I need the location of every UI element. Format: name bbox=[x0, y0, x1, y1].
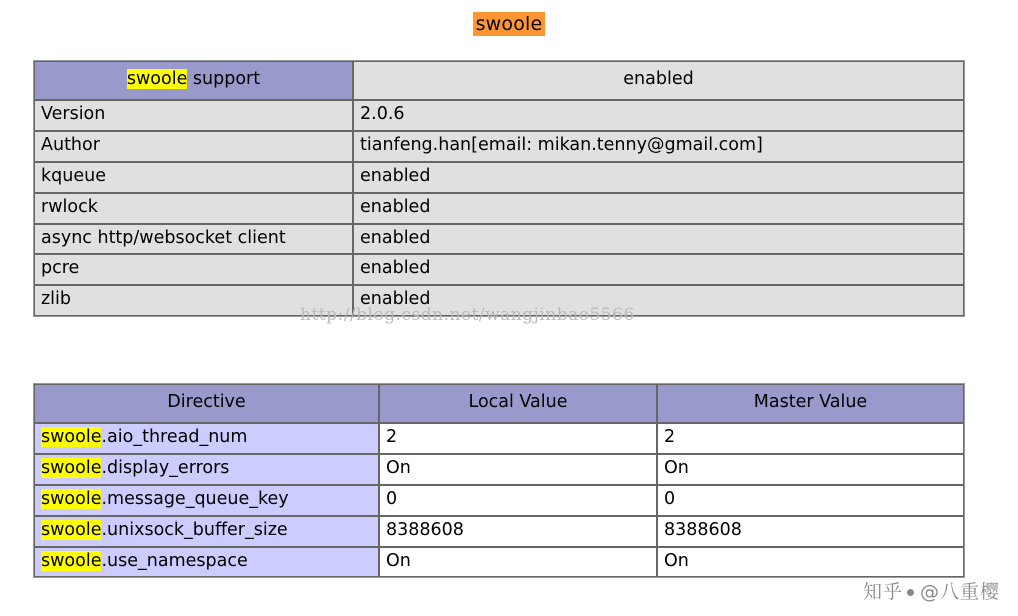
directive-local-value: 8388608 bbox=[379, 516, 657, 547]
table-row bbox=[34, 485, 964, 516]
directive-name bbox=[34, 423, 379, 454]
directive-master-value: 2 bbox=[657, 423, 964, 454]
info-value: enabled bbox=[353, 193, 964, 224]
directive-prefix-highlight: swoole bbox=[41, 488, 102, 509]
table-row bbox=[34, 423, 964, 454]
directive-name bbox=[34, 454, 379, 485]
page-title bbox=[0, 0, 1018, 46]
directive-prefix-highlight: swoole bbox=[41, 427, 102, 447]
table-row bbox=[34, 285, 964, 316]
info-value: enabled bbox=[353, 162, 964, 193]
directive-name bbox=[34, 485, 379, 516]
directive-name bbox=[34, 547, 379, 578]
table-row bbox=[34, 547, 964, 578]
directive-local-value: 0 bbox=[379, 485, 657, 516]
directive-master-value: 8388608 bbox=[657, 516, 964, 547]
info-key: rwlock bbox=[34, 193, 353, 224]
directive-prefix-highlight: swoole bbox=[41, 519, 102, 540]
swoole-directive-table bbox=[33, 383, 965, 578]
directive-master-value: On bbox=[657, 454, 964, 485]
table-row bbox=[34, 100, 964, 131]
table-row bbox=[34, 224, 964, 255]
column-header-local-value: Local Value bbox=[379, 384, 657, 423]
directive-local-value: 2 bbox=[379, 423, 657, 454]
directive-prefix-highlight: swoole bbox=[41, 457, 102, 478]
directive-name-rest: .aio_thread_num bbox=[101, 427, 248, 447]
table-row bbox=[34, 454, 964, 485]
directive-master-value: 0 bbox=[657, 485, 964, 516]
directive-name-rest: .message_queue_key bbox=[101, 488, 289, 509]
table-row bbox=[34, 162, 964, 193]
directive-local-value: On bbox=[379, 547, 657, 578]
watermark-brand: 知乎 bbox=[862, 581, 903, 603]
table-row bbox=[34, 516, 964, 547]
swoole-info-table bbox=[33, 60, 965, 317]
directive-name bbox=[34, 516, 379, 547]
table-row-header bbox=[34, 384, 964, 423]
table-row bbox=[34, 131, 964, 162]
table-row bbox=[34, 254, 964, 285]
info-value: enabled bbox=[353, 224, 964, 255]
directive-master-value: On bbox=[657, 547, 964, 578]
info-key: pcre bbox=[34, 254, 353, 285]
info-key: async http/websocket client bbox=[34, 224, 353, 255]
info-header-label-highlight: swoole bbox=[126, 69, 188, 90]
column-header-master-value: Master Value bbox=[657, 384, 964, 423]
directive-local-value: On bbox=[379, 454, 657, 485]
watermark-url: http://blog.csdn.net/wangjinbao5566 bbox=[300, 305, 635, 325]
directive-name-rest: .display_errors bbox=[101, 457, 230, 478]
table-row bbox=[34, 193, 964, 224]
info-header-label-rest: support bbox=[187, 69, 261, 90]
info-value: 2.0.6 bbox=[353, 100, 964, 131]
info-key: zlib bbox=[34, 285, 353, 316]
info-header-label bbox=[34, 61, 353, 100]
info-value: enabled bbox=[353, 285, 964, 316]
info-key: Version bbox=[34, 100, 353, 131]
info-value: enabled bbox=[353, 254, 964, 285]
dot-separator-icon bbox=[907, 589, 914, 596]
info-header-value: enabled bbox=[353, 61, 964, 100]
info-key: kqueue bbox=[34, 162, 353, 193]
watermark-zhihu bbox=[863, 577, 1000, 604]
directive-name-rest: .unixsock_buffer_size bbox=[101, 519, 288, 540]
table-row-header bbox=[34, 61, 964, 100]
info-value: tianfeng.han[email: mikan.tenny@gmail.com] bbox=[353, 131, 964, 162]
directive-prefix-highlight: swoole bbox=[41, 550, 102, 571]
column-header-directive: Directive bbox=[34, 384, 379, 423]
directive-name-rest: .use_namespace bbox=[101, 550, 248, 571]
page-title-text: swoole bbox=[473, 12, 546, 36]
watermark-user: @八重樱 bbox=[919, 581, 1000, 603]
info-key: Author bbox=[34, 131, 353, 162]
